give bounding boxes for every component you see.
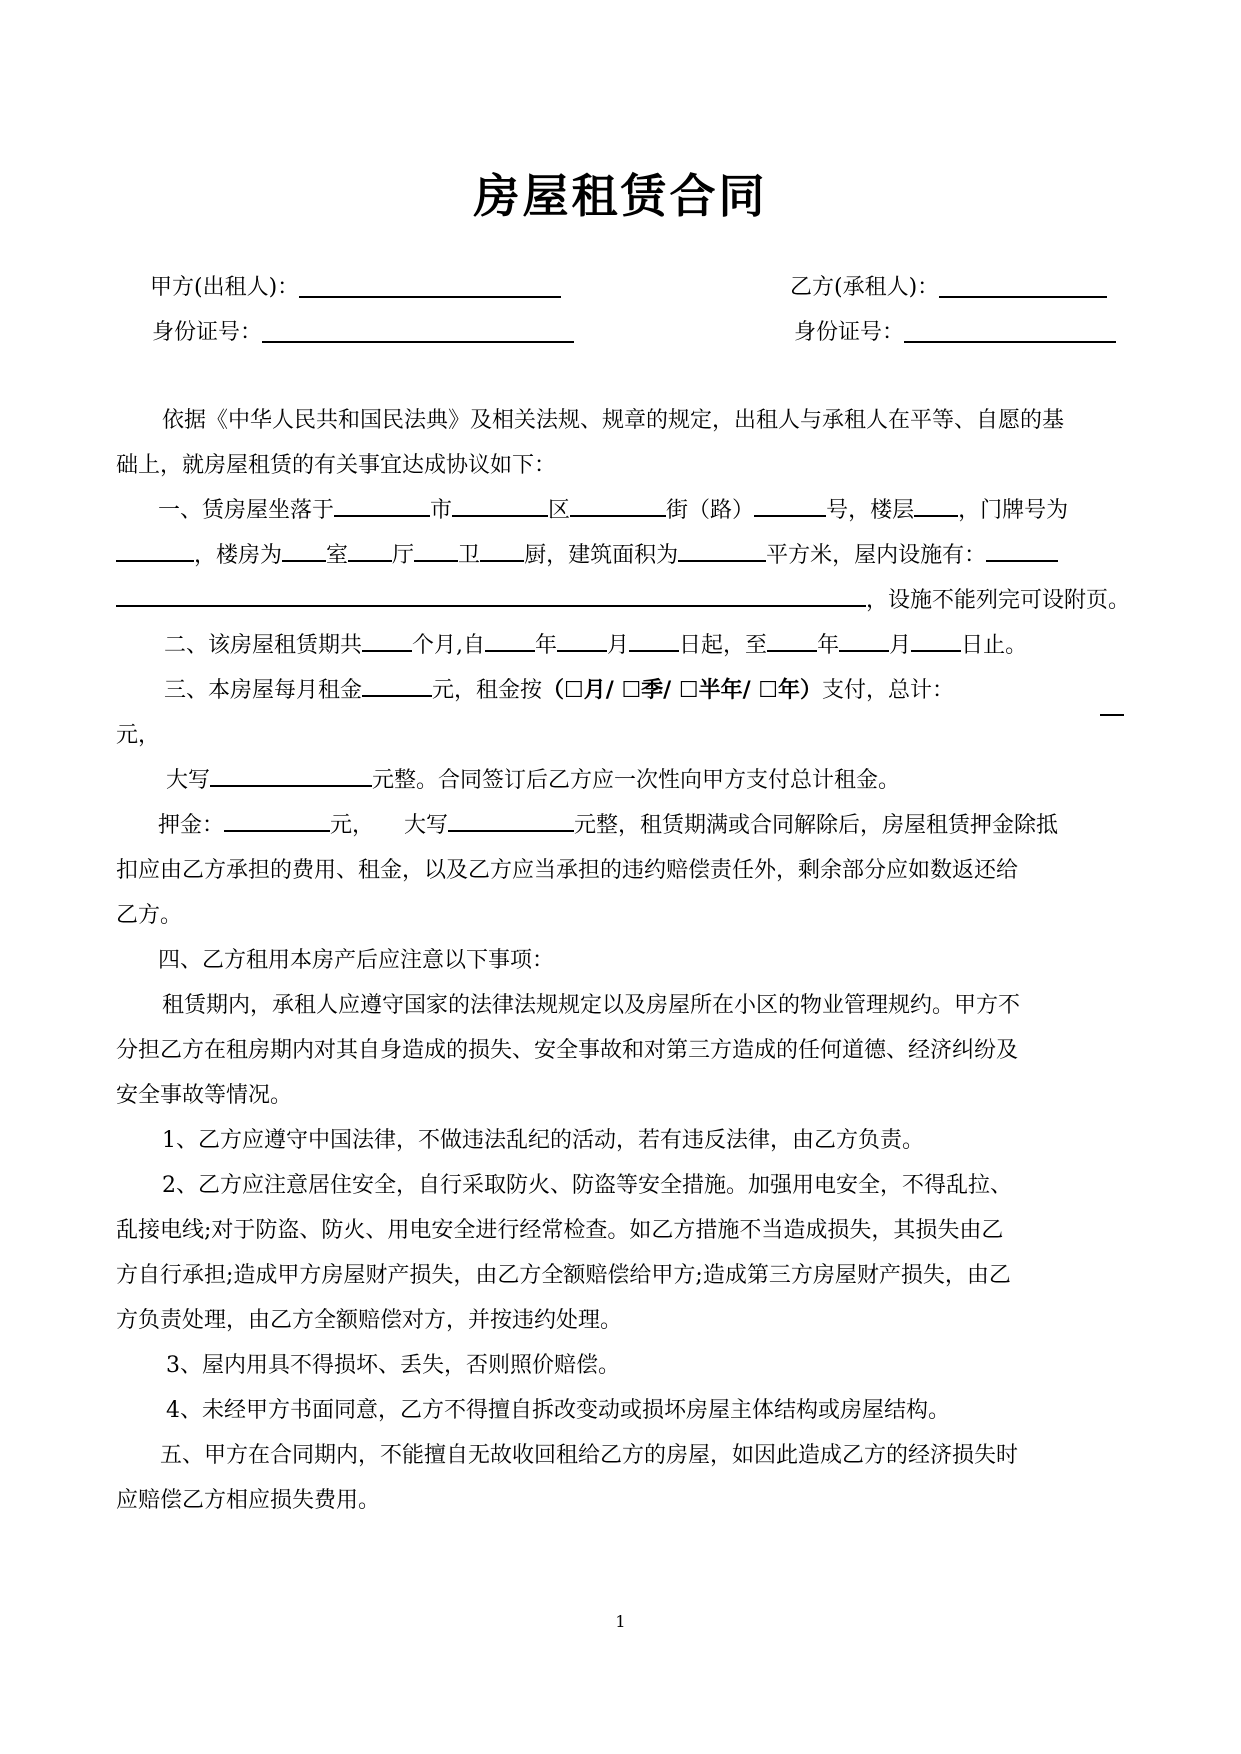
area-label: 厨，建筑面积为 <box>524 543 679 568</box>
lessor-id-field <box>152 315 574 351</box>
clause-4-item-4: 4、未经甲方书面同意，乙方不得擅自拆改变动或损坏房屋主体结构或房屋结构。 <box>166 1398 950 1423</box>
payment-period-options[interactable]: （☐月/ ☐季/ ☐半年/ ☐年） <box>542 678 823 703</box>
lessor-id-input-line[interactable] <box>262 315 574 343</box>
clause-5-line-1: 五、甲方在合同期内，不能擅自无故收回租给乙方的房屋，如因此造成乙方的经济损失时 <box>160 1443 1019 1468</box>
total-label: 支付，总计： <box>822 678 955 703</box>
deposit-capital-blank[interactable] <box>448 806 574 832</box>
district-label: 区 <box>548 498 571 523</box>
clause-1-line-2 <box>116 533 1136 578</box>
monthly-rent-blank[interactable] <box>362 671 432 697</box>
end-day-label: 日止。 <box>961 633 1028 658</box>
start-year-label: 年 <box>535 633 558 658</box>
rooms-label: 室 <box>326 543 349 568</box>
start-day-label: 日起，至 <box>679 633 768 658</box>
floor-label: 号，楼层 <box>826 498 915 523</box>
clause-4-item-2-line-4: 方负责处理，由乙方全额赔偿对方，并按违约处理。 <box>116 1308 623 1333</box>
lessee-input-line[interactable] <box>939 270 1107 298</box>
page-number: 1 <box>615 1612 626 1631</box>
lessee-field <box>790 270 1107 306</box>
halls-label: 厅 <box>392 543 415 568</box>
document-title: 房屋租赁合同 <box>473 169 768 223</box>
clause-5-line-2: 应赔偿乙方相应损失费用。 <box>116 1488 381 1513</box>
clause-3-line-2: 元， <box>116 723 161 748</box>
facilities-label: 平方米，屋内设施有： <box>766 543 987 568</box>
capital-amount-blank[interactable] <box>210 761 372 787</box>
clause-3-capital <box>166 758 1186 803</box>
deposit-blank[interactable] <box>224 806 330 832</box>
clause-4-p1-line-3: 安全事故等情况。 <box>116 1083 293 1108</box>
intro-line-1: 依据《中华人民共和国民法典》及相关法规、规章的规定，出租人与承租人在平等、自愿的基 <box>162 408 1065 433</box>
clause-3-deposit-line-3: 乙方。 <box>116 903 183 928</box>
start-month-blank[interactable] <box>557 626 607 652</box>
end-year-label: 年 <box>817 633 840 658</box>
capital-label: 大写 <box>166 768 211 793</box>
building-label: ，楼房为 <box>194 543 283 568</box>
facilities-blank-1[interactable] <box>986 536 1058 562</box>
lessee-id-label: 身份证号： <box>794 320 905 345</box>
end-month-label: 月 <box>889 633 912 658</box>
term-label: 二、该房屋租赁期共 <box>164 633 363 658</box>
street-blank[interactable] <box>570 491 666 517</box>
intro-line-2: 础上，就房屋租赁的有关事宜达成协议如下： <box>116 453 557 478</box>
clause-4-item-2-line-1: 2、乙方应注意居住安全，自行采取防火、防盗等安全措施。加强用电安全，不得乱拉、 <box>162 1173 1012 1198</box>
clause-4-p1-line-1: 租赁期内，承租人应遵守国家的法律法规规定以及房屋所在小区的物业管理规约。甲方不 <box>162 993 1021 1018</box>
baths-blank[interactable] <box>414 536 458 562</box>
district-blank[interactable] <box>452 491 548 517</box>
end-day-blank[interactable] <box>911 626 961 652</box>
baths-label: 卫 <box>458 543 481 568</box>
start-month-label: 月 <box>607 633 630 658</box>
clause-4-heading: 四、乙方租用本房产后应注意以下事项： <box>158 948 555 973</box>
lessee-id-field <box>794 315 1116 351</box>
clause-1-line-3 <box>116 578 1136 623</box>
end-month-blank[interactable] <box>839 626 889 652</box>
clause-4-item-1: 1、乙方应遵守中国法律，不做违法乱纪的活动，若有违反法律，由乙方负责。 <box>162 1128 924 1153</box>
city-blank[interactable] <box>334 491 430 517</box>
clause-1-text: 一、赁房屋坐落于 <box>158 498 335 523</box>
months-label: 个月,自 <box>412 633 486 658</box>
end-year-blank[interactable] <box>767 626 817 652</box>
clause-4-p1-line-2: 分担乙方在租房期内对其自身造成的损失、安全事故和对第三方造成的任何道德、经济纠纷及 <box>116 1038 1019 1063</box>
deposit-unit: 元， <box>330 813 375 838</box>
lessee-label: 乙方(承租人)： <box>790 275 940 300</box>
rooms-blank[interactable] <box>282 536 326 562</box>
rent-label: 三、本房屋每月租金 <box>164 678 363 703</box>
halls-blank[interactable] <box>348 536 392 562</box>
clause-4-item-2-line-2: 乱接电线;对于防盗、防火、用电安全进行经常检查。如乙方措施不当造成损失，其损失由乙 <box>116 1218 1004 1243</box>
door-number-blank[interactable] <box>116 536 194 562</box>
clause-3-line-1 <box>164 668 1184 713</box>
clause-1-line-1 <box>158 488 1178 533</box>
start-year-blank[interactable] <box>485 626 535 652</box>
capital-suffix: 元整。合同签订后乙方应一次性向甲方支付总计租金。 <box>372 768 901 793</box>
door-number-label: ，门牌号为 <box>958 498 1069 523</box>
clause-2 <box>164 623 1184 668</box>
lessor-input-line[interactable] <box>299 270 561 298</box>
deposit-label: 押金： <box>158 813 225 838</box>
clause-4-item-2-line-3: 方自行承担;造成甲方房屋财产损失，由乙方全额赔偿给甲方;造成第三方房屋财产损失，由乙 <box>116 1263 1011 1288</box>
deposit-capital-label: 大写 <box>404 813 449 838</box>
lessee-id-input-line[interactable] <box>904 315 1116 343</box>
facilities-blank-2[interactable] <box>116 581 866 607</box>
rent-unit-label: 元，租金按 <box>432 678 543 703</box>
lessor-label: 甲方(出租人)： <box>150 275 300 300</box>
kitchens-blank[interactable] <box>480 536 524 562</box>
clause-3-deposit-line-2: 扣应由乙方承担的费用、租金，以及乙方应当承担的违约赔偿责任外，剩余部分应如数返还给 <box>116 858 1019 883</box>
lessor-id-label: 身份证号： <box>152 320 263 345</box>
months-blank[interactable] <box>362 626 412 652</box>
clause-4-item-3: 3、屋内用具不得损坏、丢失，否则照价赔偿。 <box>166 1353 620 1378</box>
lessor-field <box>150 270 561 306</box>
street-label: 街（路） <box>666 498 755 523</box>
start-day-blank[interactable] <box>629 626 679 652</box>
number-blank[interactable] <box>754 491 826 517</box>
city-label: 市 <box>430 498 453 523</box>
deposit-text: 元整，租赁期满或合同解除后，房屋租赁押金除抵 <box>574 813 1059 838</box>
facilities-note: ，设施不能列完可设附页。 <box>866 588 1131 613</box>
area-blank[interactable] <box>678 536 766 562</box>
floor-blank[interactable] <box>914 491 958 517</box>
clause-3-deposit <box>158 803 1178 848</box>
